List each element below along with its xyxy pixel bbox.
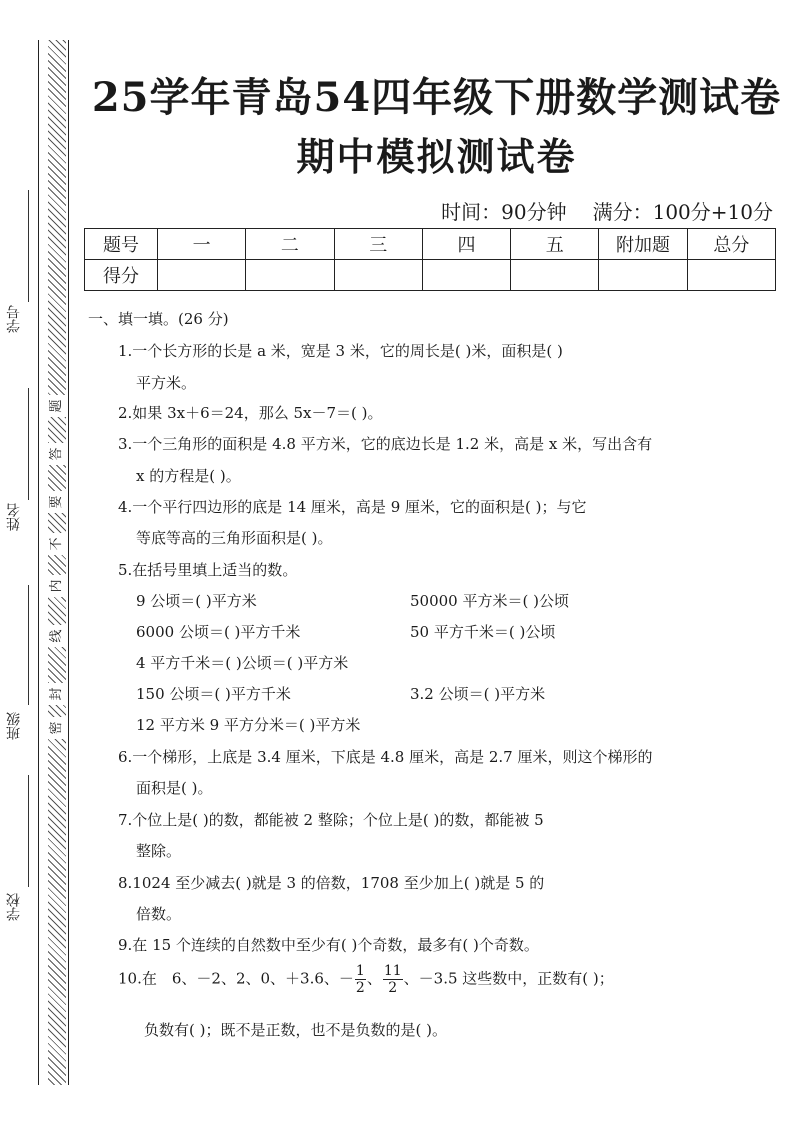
score-input-cell[interactable] (422, 260, 510, 291)
question-2: 2.如果 3x＋6＝24，那么 5x－7＝( )。 (118, 404, 383, 422)
question-4-line-1: 4.一个平行四边形的底是 14 厘米，高是 9 厘米，它的面积是( )；与它 (118, 498, 587, 516)
seal-char: 题 (47, 395, 67, 417)
question-1-line-2: 平方米。 (136, 374, 197, 392)
name-label: 姓名 (6, 503, 22, 531)
question-5-item: 9 公顷＝( )平方米 (136, 592, 257, 610)
question-7-line-2: 整除。 (136, 842, 182, 860)
score-table-cell: 附加题 (599, 229, 687, 260)
question-10-line-2: 负数有( )；既不是正数，也不是负数的是( )。 (144, 1021, 447, 1039)
seal-char: 线 (47, 625, 67, 647)
question-7-line-1: 7.个位上是( )的数，都能被 2 整除；个位上是( )的数，都能被 5 (118, 811, 544, 829)
fraction-one-half (355, 964, 366, 995)
score-table-header-row (85, 229, 776, 260)
score-table-cell: 四 (422, 229, 510, 260)
score-table-cell: 总分 (687, 229, 775, 260)
question-5-item: 3.2 公顷＝( )平方米 (410, 685, 546, 703)
question-5-item: 50000 平方米＝( )公顷 (410, 592, 569, 610)
question-10-text: 10.在 6、－2、2、0、＋3.6、－ (118, 969, 354, 988)
question-8-line-1: 8.1024 至少减去( )就是 3 的倍数，1708 至少加上( )就是 5 的 (118, 874, 545, 892)
binding-rule-right (68, 40, 69, 1085)
seal-char: 要 (47, 491, 67, 513)
question-4-line-2: 等底等高的三角形面积是( )。 (136, 529, 333, 547)
question-6-line-1: 6.一个梯形，上底是 3.4 厘米，下底是 4.8 厘米，高是 2.7 厘米，则这个梯形的 (118, 748, 653, 766)
question-1-line-1: 1.一个长方形的长是 a 米，宽是 3 米，它的周长是( )米，面积是( ) (118, 342, 563, 360)
question-10-text: 、－3.5 这些数中，正数有( )； (403, 969, 614, 988)
question-5-item: 50 平方千米＝( )公顷 (410, 623, 556, 641)
question-9: 9.在 15 个连续的自然数中至少有( )个奇数，最多有( )个奇数。 (118, 936, 539, 954)
seal-char: 答 (47, 443, 67, 465)
score-table-cell: 五 (511, 229, 599, 260)
question-8-line-2: 倍数。 (136, 905, 182, 923)
question-10-line-1 (118, 964, 614, 995)
score-row-label: 得分 (85, 260, 158, 291)
fraction-numerator: 11 (383, 963, 402, 979)
fraction-eleven-halves (383, 964, 403, 995)
exam-title: 25学年青岛54四年级下册数学测试卷 (91, 74, 782, 121)
question-5-item: 6000 公顷＝( )平方千米 (136, 623, 301, 641)
exam-meta (441, 196, 773, 225)
class-label: 班级 (6, 712, 22, 740)
score-input-cell[interactable] (158, 260, 246, 291)
student-id-label: 学号 (6, 305, 22, 333)
binding-rule-left (38, 40, 39, 1085)
name-line (28, 388, 29, 500)
score-input-cell[interactable] (687, 260, 775, 291)
fraction-denominator: 2 (355, 980, 365, 996)
fraction-numerator: 1 (355, 963, 365, 979)
student-id-line (28, 190, 29, 302)
question-5-item: 150 公顷＝( )平方千米 (136, 685, 291, 703)
score-table-cell: 二 (246, 229, 334, 260)
full-score: 满分：100分+10分 (592, 200, 773, 224)
school-line (28, 775, 29, 887)
question-10-text: 、 (366, 969, 382, 988)
seal-char: 密 (47, 717, 67, 739)
score-input-cell[interactable] (246, 260, 334, 291)
question-5: 5.在括号里填上适当的数。 (118, 561, 298, 579)
score-table-cell: 一 (158, 229, 246, 260)
score-input-cell[interactable] (511, 260, 599, 291)
class-line (28, 585, 29, 705)
binding-hatch (48, 40, 66, 1085)
score-table-cell: 三 (334, 229, 422, 260)
time-limit: 时间：90分钟 (441, 200, 567, 224)
score-input-cell[interactable] (599, 260, 687, 291)
seal-char: 内 (47, 575, 67, 597)
question-3-line-1: 3.一个三角形的面积是 4.8 平方米，它的底边长是 1.2 米，高是 x 米，写出含有 (118, 435, 653, 453)
question-5-item: 4 平方千米＝( )公顷＝( )平方米 (136, 654, 349, 672)
score-table-cell: 题号 (85, 229, 158, 260)
fraction-denominator: 2 (388, 980, 398, 996)
score-input-cell[interactable] (334, 260, 422, 291)
score-table-score-row (85, 260, 776, 291)
seal-char: 不 (47, 533, 67, 555)
seal-char: 封 (47, 683, 67, 705)
school-label: 学校 (6, 893, 22, 921)
question-3-line-2: x 的方程是( )。 (136, 467, 241, 485)
binding-margin (0, 0, 80, 1121)
question-5-item: 12 平方米 9 平方分米＝( )平方米 (136, 716, 361, 734)
section-heading: 一、填一填。(26 分) (88, 310, 229, 328)
score-table (84, 228, 776, 291)
question-6-line-2: 面积是( )。 (136, 779, 213, 797)
exam-subtitle: 期中模拟测试卷 (296, 134, 577, 179)
